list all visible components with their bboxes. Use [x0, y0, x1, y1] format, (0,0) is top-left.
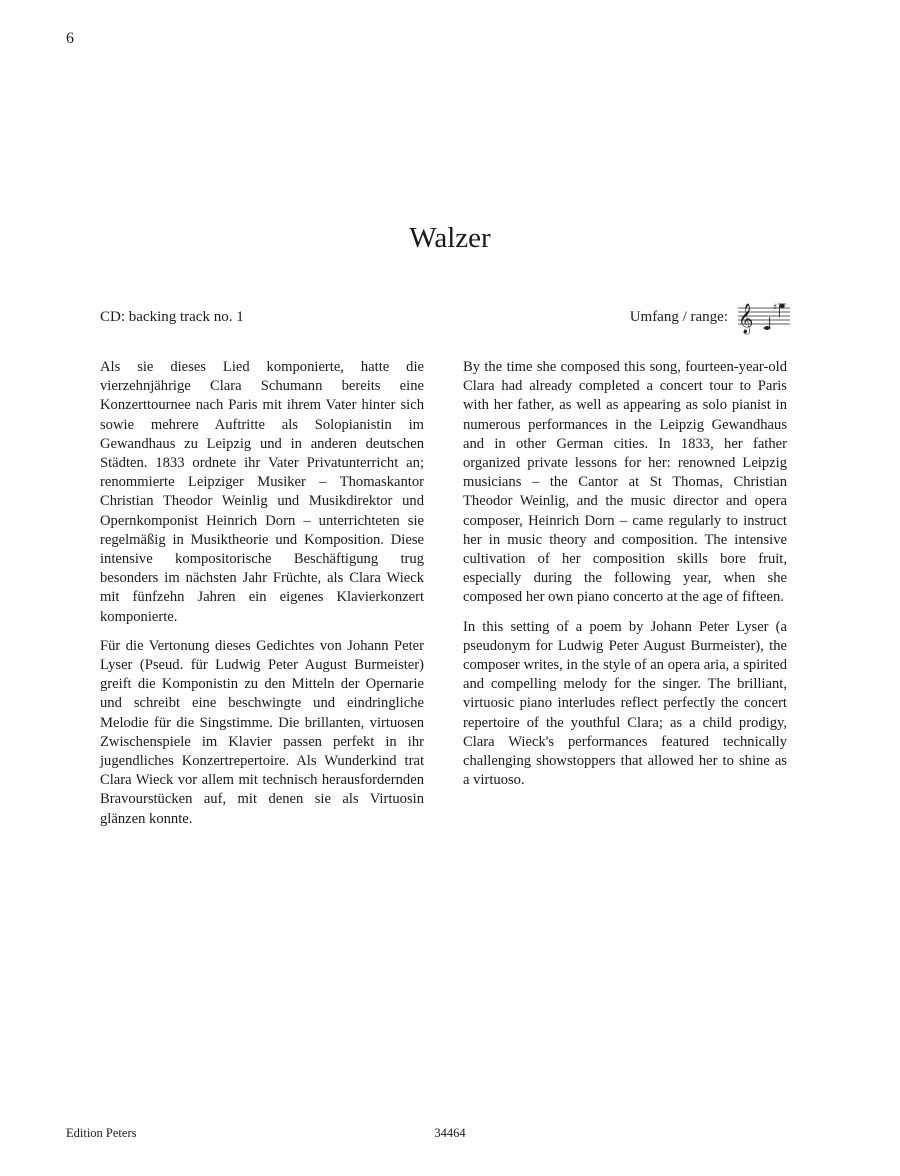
- cd-track-label: CD: backing track no. 1: [100, 309, 244, 325]
- german-text-column: [100, 358, 424, 839]
- english-text-column: [463, 358, 787, 800]
- page-number: 6: [66, 30, 74, 47]
- footer-publisher: Edition Peters: [66, 1126, 137, 1140]
- svg-text:♯: ♯: [773, 303, 778, 313]
- english-paragraph-1: By the time she composed this song, fourteen-year-old Clara had already completed a concert tour to Paris with her father, as well as appearing as solo pianist in numerous performances in the Leipzig Gewandhaus and in other German cities. In 1833, her father organized private lessons for her: renowned Leipzig musicians – the Cantor at St Thomas, Christian Theodor Weinlig, and the music director and opera composer, Heinrich Dorn – came regularly to instruct her in music theory and composition. The intensive cultivation of her composition skills bore fruit, especially during the following year, when she composed her own piano concerto at the age of fifteen.: [463, 359, 787, 606]
- german-paragraph-1: Als sie dieses Lied komponierte, hatte die vierzehnjährige Clara Schumann bereits eine Konzerttournee nach Paris mit ihrem Vater hinter sich sowie mehrere Auftritte als Solopianistin im Gewandhaus zu Leipzig und in anderen deutschen Städten. 1833 ordnete ihr Vater Privatunterricht an; renommierte Leipziger Musiker – Thomaskantor Christian Theodor Weinlig und Musikdirektor und Opernkomponist Heinrich Dorn – unterrichteten sie regelmäßig in Musiktheorie und Komposition. Diese intensive kompositorische Beschäftigung trug besonders im nächsten Jahr Früchte, als Clara Wieck mit fünfzehn Jahren ein eigenes Klavierkonzert komponierte.: [100, 359, 424, 625]
- footer-catalog-number: 34464: [434, 1126, 466, 1140]
- german-paragraph-2: Für die Vertonung dieses Gedichtes von Johann Peter Lyser (Pseud. für Ludwig Peter August Burmeister) greift die Komponistin zu den Mitteln der Opernarie und schreibt eine beschwingte und eindringliche Melodie für die Singstimme. Die brillanten, virtuosen Zwischenspiele im Klavier passen perfekt in ihr jugendliches Konzertrepertoire. Als Wunderkind trat Clara Wieck vor allem mit technisch herausfordernden Bravourstücken auf, mit denen sie als Virtuosin glänzen konnte.: [100, 637, 424, 827]
- treble-clef-range-notation-icon: [736, 298, 792, 336]
- vocal-range: [630, 298, 792, 336]
- range-label: Umfang / range:: [629, 308, 728, 325]
- svg-text:𝄞: 𝄞: [738, 304, 754, 334]
- page-title: Walzer: [409, 222, 491, 254]
- english-paragraph-2: In this setting of a poem by Johann Peter Lyser (a pseudonym for Ludwig Peter August Burmeister), the composer writes, in the style of an opera aria, a spirited and compelling melody for the singer. The brilliant, virtuosic piano interludes reflect perfectly the concert repertoire of the youthful Clara; as a child prodigy, Clara Wieck's performances featured technically challenging showstoppers that allowed her to shine as a virtuoso.: [463, 618, 787, 789]
